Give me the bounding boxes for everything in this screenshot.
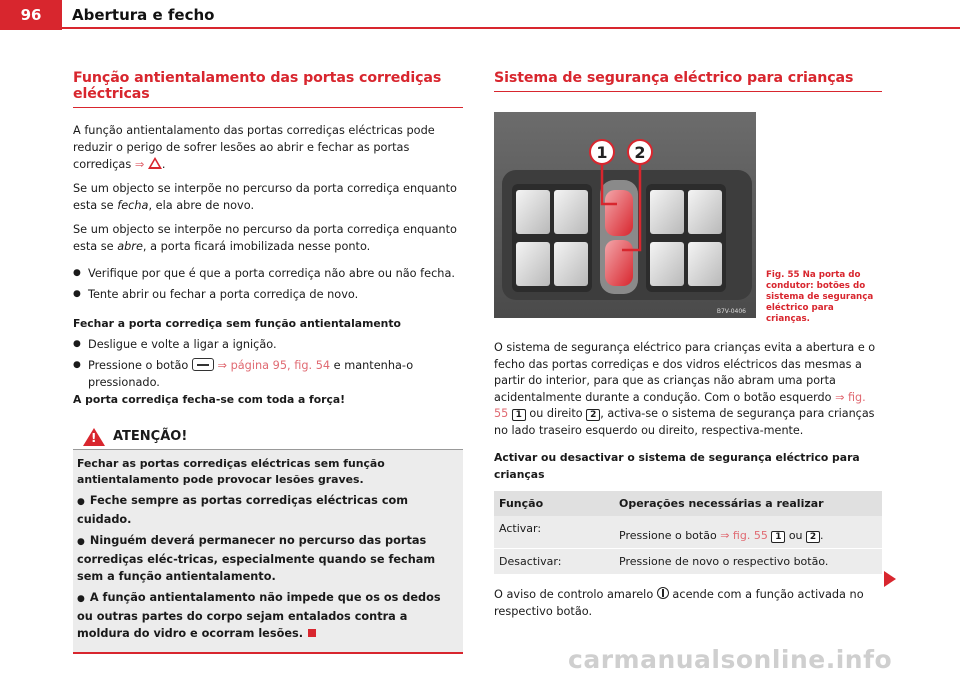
- table-cell-function: Activar:: [494, 516, 614, 549]
- list-item: ● Verifique por que é que a porta corrediça não abre ou não fecha.: [73, 265, 463, 282]
- table-cell-operation: Pressione o botão ⇒ fig. 55 1 ou 2 .: [614, 516, 882, 549]
- warning-list: [77, 492, 458, 642]
- table-cell-operation: Pressione de novo o respectivo botão.: [614, 549, 882, 575]
- list-item: ● Ninguém deverá permanecer no percurso das portas corrediças eléc-tricas, especialmente quando se fecham sem a função antientalamento.: [77, 532, 458, 585]
- fig-ref-link[interactable]: ⇒ fig. 55: [494, 390, 866, 420]
- paragraph-3: Se um objecto se interpõe no percurso da porta corrediça enquanto esta se abre, a porta ficará imobilizada nesse ponto.: [73, 223, 457, 253]
- section-title-anti-trap: Função antientalamento das portas corrediças eléctricas: [73, 70, 463, 108]
- figure-55-wrapper: [494, 112, 882, 324]
- next-page-arrow-icon[interactable]: [884, 571, 896, 587]
- subheading-close-without: Fechar a porta corrediça sem função antientalamento: [73, 317, 401, 330]
- warning-box: [73, 424, 463, 654]
- figure-code: B7V-0406: [716, 308, 746, 315]
- header-rule: [0, 27, 960, 29]
- right-column: [494, 70, 882, 627]
- section-title-child-safety: Sistema de segurança eléctrico para crianças: [494, 70, 882, 92]
- function-table: [494, 491, 882, 574]
- table-header-row: [494, 491, 882, 516]
- left-column: [73, 70, 463, 654]
- table-cell-function: Desactivar:: [494, 549, 614, 575]
- paragraph-1: A função antientalamento das portas corrediças eléctricas pode reduzir o perigo de sofrer lesões ao abrir e fechar as portas corrediças ⇒ .: [73, 124, 435, 171]
- child-lock-lamp-icon: [657, 587, 669, 599]
- table-row: [494, 549, 882, 575]
- warning-ref-link[interactable]: ⇒: [134, 158, 145, 171]
- button-1-badge: 1: [512, 409, 526, 421]
- list-item: ● Desligue e volte a ligar a ignição.: [73, 336, 463, 353]
- page-number: 96: [0, 0, 62, 30]
- figure-callout-1: 1: [596, 143, 608, 162]
- button-2-badge: 2: [806, 531, 820, 543]
- list-item: ● Feche sempre as portas corrediças eléctricas com cuidado.: [77, 492, 458, 528]
- warning-icon: [83, 428, 105, 446]
- figure-callout-2: 2: [634, 143, 646, 162]
- warning-triangle-icon: [148, 157, 162, 169]
- button-1-badge: 1: [771, 531, 785, 543]
- door-switch-illustration: [494, 112, 756, 318]
- list-item: ● Tente abrir ou fechar a porta corrediça de novo.: [73, 286, 463, 303]
- bullet-list-1: [73, 265, 463, 303]
- warning-intro: Fechar as portas corrediças eléctricas sem função antientalamento pode provocar lesões graves.: [77, 457, 385, 486]
- child-safety-paragraph: O sistema de segurança eléctrico para crianças evita a abertura e o fecho das portas corrediças e dos vidros eléctricos das mesmas a partir do interior, para que as crianças não abram uma porta acidentalmente durante a condução. Com o botão esquerdo ⇒ fig. 55 1 ou direito 2 , activa-se o sistema de segurança para crianças no lado traseiro esquerdo ou direito, respectiva-mente.: [494, 341, 876, 437]
- paragraph-2: Se um objecto se interpõe no percurso da porta corrediça enquanto esta se fecha, ela abre de novo.: [73, 182, 457, 212]
- table-row: [494, 516, 882, 549]
- bullet-list-2: [73, 336, 463, 391]
- full-force-note: A porta corrediça fecha-se com toda a força!: [73, 393, 346, 406]
- warning-body: [73, 450, 463, 652]
- list-item: ● A função antientalamento não impede que os os dedos ou outras partes do corpo sejam entalados contra a moldura do vidro e ocorram lesões.: [77, 589, 458, 642]
- header-title: Abertura e fecho: [72, 6, 215, 24]
- table-header-operations: Operações necessárias a realizar: [614, 491, 882, 516]
- warning-label: ATENÇÃO!: [113, 429, 188, 444]
- button-2-badge: 2: [586, 409, 600, 421]
- control-lamp-paragraph: O aviso de controlo amarelo acende com a função activada no respectivo botão.: [494, 588, 864, 618]
- table-header-function: Função: [494, 491, 614, 516]
- warning-header: [73, 424, 463, 450]
- list-item: ● Pressione o botão ⇒ página 95, fig. 54 e mantenha-o pressionado.: [73, 357, 463, 391]
- end-marker-icon: [308, 629, 316, 637]
- figure-caption: Fig. 55 Na porta do condutor: botões do sistema de segurança eléctrico para crianças.: [766, 270, 874, 324]
- fig-ref-link[interactable]: ⇒ fig. 55: [720, 529, 768, 542]
- watermark: carmanualsonline.info: [568, 645, 893, 674]
- door-button-icon: [192, 358, 214, 371]
- page-ref-link[interactable]: ⇒ página 95, fig. 54: [217, 359, 331, 372]
- subheading-activate: Activar ou desactivar o sistema de segurança eléctrico para crianças: [494, 451, 860, 481]
- figure-55-image: [494, 112, 756, 318]
